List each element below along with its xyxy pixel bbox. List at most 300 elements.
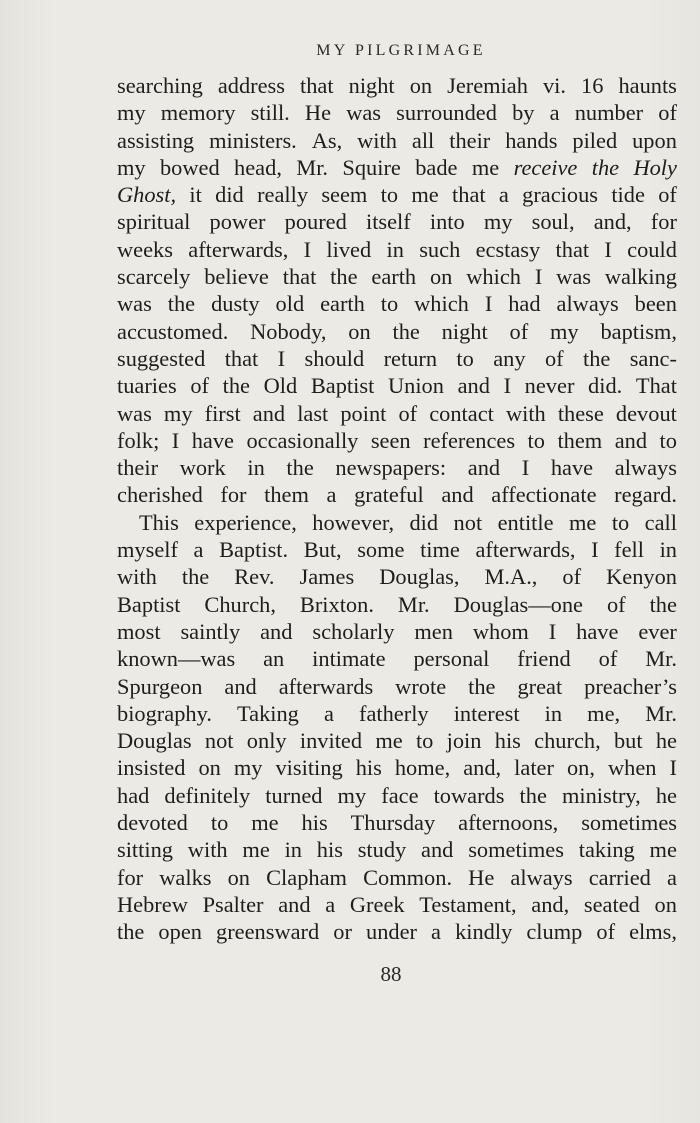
word: in <box>544 700 563 726</box>
word: believe <box>204 264 269 290</box>
word: always <box>510 864 573 890</box>
word: church, <box>534 728 601 754</box>
word: a <box>549 100 560 126</box>
word: searching <box>117 73 203 98</box>
word: But, <box>303 537 342 563</box>
word: Baptist <box>310 373 375 399</box>
text-line <box>117 509 677 536</box>
word: the <box>117 919 145 945</box>
word: upon <box>632 127 677 153</box>
word: afterwards <box>278 673 374 699</box>
text-line <box>117 727 677 754</box>
word: biography. <box>117 700 212 726</box>
word: which <box>414 291 469 317</box>
word: on <box>654 891 677 917</box>
word: of <box>598 646 618 672</box>
word: fell <box>614 537 644 563</box>
word: entitle <box>497 509 554 535</box>
word: on <box>429 264 453 290</box>
word: I <box>591 537 599 563</box>
word: my <box>337 782 367 808</box>
word: work <box>179 455 226 481</box>
text-line <box>117 454 677 481</box>
word: Mr. <box>645 646 677 672</box>
word: was <box>117 291 152 317</box>
word: home, <box>394 755 451 781</box>
word: their <box>449 127 491 153</box>
word: for <box>220 482 247 508</box>
word: Douglas—one <box>453 591 583 617</box>
word: me <box>251 810 279 836</box>
word: me <box>242 837 270 863</box>
word: in <box>659 537 677 563</box>
word: he <box>655 782 677 808</box>
word: devoted <box>117 810 188 836</box>
word: the <box>649 591 677 617</box>
text-line <box>117 481 677 508</box>
word: accustomed. <box>117 318 229 344</box>
word: great <box>517 673 563 699</box>
text-line <box>117 591 677 618</box>
text-line <box>117 72 677 99</box>
word: to <box>415 728 434 754</box>
word: Rev. <box>234 564 275 590</box>
word: Nobody, <box>250 318 327 344</box>
word: my <box>117 100 146 126</box>
word: He <box>468 864 495 890</box>
word: a <box>325 891 336 917</box>
word: Kenyon <box>606 564 677 590</box>
word: his <box>316 837 343 863</box>
text-line <box>117 181 677 208</box>
word: such <box>419 236 461 262</box>
text-line <box>117 154 677 181</box>
word: a <box>193 537 204 563</box>
word: really <box>257 182 309 208</box>
word: visiting <box>275 755 343 781</box>
word: sometimes <box>581 810 677 836</box>
text-line <box>117 400 677 427</box>
word: afternoons, <box>458 810 559 836</box>
word: with <box>505 400 546 426</box>
word: I <box>484 291 493 317</box>
word: Psalter <box>202 891 264 917</box>
word: suggested <box>117 345 206 371</box>
word: should <box>304 345 365 371</box>
text-line <box>117 891 677 918</box>
text-line <box>117 236 677 263</box>
text-line <box>117 836 677 863</box>
word: Old <box>263 373 298 399</box>
word: have <box>550 455 594 481</box>
word: interest <box>453 700 520 726</box>
text-line <box>117 208 677 235</box>
word: Thursday <box>350 810 436 836</box>
word: assisting <box>117 127 195 153</box>
word: by <box>512 100 535 126</box>
word: and <box>614 427 648 453</box>
word: my <box>163 400 193 426</box>
text-line <box>117 700 677 727</box>
word: my <box>550 318 579 344</box>
word: weeks <box>117 236 173 262</box>
word: was <box>117 400 152 426</box>
word: open <box>158 919 202 945</box>
word: on <box>227 864 250 890</box>
word: to <box>659 427 677 453</box>
word: afterwards, <box>475 537 576 563</box>
word: of <box>190 373 209 399</box>
word: carried <box>588 864 651 890</box>
word: Mr. <box>296 154 329 180</box>
word: greensward <box>216 919 320 945</box>
word: and <box>260 618 293 644</box>
word: to <box>527 427 545 453</box>
word: hands <box>505 127 558 153</box>
word: of <box>509 318 529 344</box>
word: have <box>191 427 234 453</box>
word: experience, <box>194 509 297 535</box>
word: of <box>596 919 616 945</box>
word: newspapers: <box>335 455 447 481</box>
word: but <box>613 728 643 754</box>
word: I <box>604 236 612 262</box>
page-number: 88 <box>380 962 402 986</box>
word: have <box>576 618 619 644</box>
word: to <box>611 509 630 535</box>
word: Douglas <box>117 728 192 754</box>
text-line <box>117 290 677 317</box>
word: I <box>669 755 677 781</box>
word: them <box>557 427 603 453</box>
word: that <box>452 182 486 208</box>
word: Jeremiah <box>447 73 528 98</box>
word: Hebrew <box>117 891 188 917</box>
word: scholarly <box>312 618 395 644</box>
word: itself <box>365 209 411 235</box>
word: I <box>503 373 512 399</box>
word: to <box>380 182 399 208</box>
word: gracious <box>522 182 599 208</box>
word: memory <box>160 100 236 126</box>
text-line <box>117 864 677 891</box>
word: I <box>534 264 543 290</box>
word: the <box>330 264 358 290</box>
word: and <box>278 891 311 917</box>
text-line <box>117 918 677 945</box>
word: was <box>556 264 591 290</box>
text-line <box>117 345 677 372</box>
word: call <box>644 509 677 535</box>
word: earth <box>371 264 417 290</box>
word: me <box>649 837 677 863</box>
word: had <box>117 782 150 808</box>
word: of <box>562 564 582 590</box>
word: return <box>383 345 438 371</box>
word: all <box>411 127 435 153</box>
word: my <box>117 154 146 180</box>
word: sometimes <box>468 837 564 863</box>
word: regard. <box>614 482 677 508</box>
word: the <box>582 345 611 371</box>
text-line <box>117 754 677 781</box>
word: me <box>411 182 439 208</box>
word: a <box>498 182 509 208</box>
word: me <box>471 154 500 180</box>
text-line <box>117 645 677 672</box>
word: surrounded <box>396 100 497 126</box>
word: into <box>429 209 465 235</box>
word: for <box>650 209 677 235</box>
word: vi. <box>542 73 566 98</box>
word: ministry, <box>561 782 641 808</box>
word: to <box>210 810 229 836</box>
word: and <box>252 400 286 426</box>
word: baptism, <box>600 318 677 344</box>
word: last <box>297 400 329 426</box>
word: seen <box>370 427 411 453</box>
word: Douglas, <box>379 564 460 590</box>
word: his <box>301 810 328 836</box>
text-line <box>117 318 677 345</box>
word: I <box>521 455 530 481</box>
word: my <box>483 209 513 235</box>
word: the <box>392 318 420 344</box>
text-line <box>117 99 677 126</box>
word: night <box>348 73 395 98</box>
word: had <box>508 291 541 317</box>
word: invited <box>299 728 363 754</box>
word: I <box>548 618 557 644</box>
word: folk; <box>117 427 160 453</box>
word: haunts <box>618 73 677 98</box>
word: bade <box>415 154 458 180</box>
word: preacher’s <box>584 673 677 699</box>
word: which <box>466 264 521 290</box>
word: sanc- <box>629 345 677 371</box>
word: Taking <box>237 700 299 726</box>
word: time <box>420 537 460 563</box>
word: ecstasy <box>475 236 541 262</box>
word: the <box>222 373 250 399</box>
word: This <box>139 509 179 535</box>
word: fatherly <box>358 700 429 726</box>
word: the <box>519 782 547 808</box>
word: when <box>607 755 657 781</box>
word: my <box>233 755 263 781</box>
word: seated <box>583 891 640 917</box>
text-line <box>117 372 677 399</box>
word: in <box>386 236 404 262</box>
text-line <box>117 563 677 590</box>
word: I <box>303 236 312 262</box>
word: that <box>282 264 317 290</box>
word: and, <box>531 891 570 917</box>
word: Spurgeon <box>117 673 203 699</box>
word: walks <box>159 864 212 890</box>
word: kindly <box>455 919 513 945</box>
word: scarcely <box>117 264 191 290</box>
word: head, <box>234 154 282 180</box>
word: of <box>658 182 677 208</box>
word: I <box>277 345 286 371</box>
word: some <box>357 537 405 563</box>
word: an <box>263 646 285 672</box>
word: As, <box>311 127 343 153</box>
word: tuaries <box>117 373 177 399</box>
word: friend <box>517 646 571 672</box>
word: or <box>333 919 352 945</box>
italic-word: Ghost, <box>117 182 177 208</box>
word: point <box>340 400 387 426</box>
word: of <box>398 400 418 426</box>
word: join <box>446 728 482 754</box>
word: that <box>300 73 334 98</box>
word: night <box>441 318 488 344</box>
word: still. <box>250 100 290 126</box>
word: the <box>468 673 496 699</box>
text-line <box>117 427 677 454</box>
word: turned <box>265 782 323 808</box>
word: Baptist <box>117 591 181 617</box>
text-line <box>117 536 677 563</box>
word: later <box>514 755 554 781</box>
word: dusty <box>211 291 260 317</box>
word: intimate <box>312 646 386 672</box>
word: never <box>524 373 575 399</box>
word: them <box>264 482 309 508</box>
word: the <box>286 455 314 481</box>
word: Mr. <box>397 591 430 617</box>
word: face <box>381 782 419 808</box>
word: 16 <box>581 73 604 98</box>
word: it <box>189 182 202 208</box>
text-line <box>117 782 677 809</box>
word: Greek <box>349 891 405 917</box>
word: and <box>224 673 257 699</box>
word: he <box>655 728 677 754</box>
word: most <box>117 618 161 644</box>
word: definitely <box>164 782 251 808</box>
word: afterwards, <box>188 236 289 262</box>
word: I <box>171 427 180 453</box>
word: M.A., <box>484 564 538 590</box>
text-line <box>117 127 677 154</box>
word: myself <box>117 537 178 563</box>
running-head: MY PILGRIMAGE <box>316 42 486 59</box>
word: that <box>224 345 259 371</box>
word: did <box>215 182 244 208</box>
word: was <box>346 100 382 126</box>
word: me, <box>587 700 621 726</box>
word: only <box>246 728 287 754</box>
word: study <box>357 837 407 863</box>
word: on <box>198 755 221 781</box>
body-text <box>117 72 677 946</box>
word: a <box>326 482 337 508</box>
word: sitting <box>117 837 173 863</box>
word: not <box>204 728 234 754</box>
word: however, <box>312 509 395 535</box>
word: a <box>667 864 677 890</box>
word: occasionally <box>246 427 359 453</box>
word: of <box>544 345 564 371</box>
word: walking <box>604 264 677 290</box>
word: any <box>493 345 526 371</box>
word: Mr. <box>645 700 677 726</box>
word: wrote <box>395 673 447 699</box>
word: me <box>375 728 403 754</box>
word: first <box>204 400 241 426</box>
word: personal <box>413 646 490 672</box>
word: me <box>569 509 597 535</box>
word: and <box>441 482 474 508</box>
word: these <box>557 400 604 426</box>
word: ever <box>638 618 677 644</box>
word: did <box>409 509 439 535</box>
word: piled <box>572 127 618 153</box>
word: old <box>275 291 305 317</box>
word: poured <box>284 209 347 235</box>
word: tide <box>611 182 645 208</box>
word: James <box>299 564 355 590</box>
word: Union <box>387 373 444 399</box>
word: clump <box>526 919 583 945</box>
word: the <box>167 291 196 317</box>
word: saintly <box>180 618 241 644</box>
word: and, <box>463 755 502 781</box>
word: Brixton. <box>299 591 374 617</box>
text-line <box>117 263 677 290</box>
word: ministers. <box>209 127 297 153</box>
word: his <box>355 755 382 781</box>
word: taking <box>578 837 635 863</box>
word: contact <box>429 400 494 426</box>
word: known—was <box>117 646 236 672</box>
word: and <box>421 837 454 863</box>
word: a <box>431 919 441 945</box>
word: lived <box>326 236 372 262</box>
word: under <box>366 919 417 945</box>
word: soul, <box>531 209 575 235</box>
word: that <box>555 236 590 262</box>
word: grateful <box>354 482 424 508</box>
word: in <box>284 837 302 863</box>
text-line <box>117 673 677 700</box>
word: Church, <box>204 591 276 617</box>
word: Clapham <box>266 864 347 890</box>
word: did. <box>588 373 623 399</box>
word: Common. <box>363 864 453 890</box>
word: and, <box>593 209 632 235</box>
word: Baptist. <box>219 537 289 563</box>
italic-word: receive <box>513 154 578 180</box>
text-line <box>117 618 677 645</box>
word: Squire <box>342 154 401 180</box>
word: the <box>181 564 210 590</box>
word: with <box>357 127 397 153</box>
word: always <box>556 291 619 317</box>
word: number <box>574 100 644 126</box>
italic-word: the <box>591 154 620 180</box>
word: earth <box>320 291 365 317</box>
word: affectionate <box>491 482 597 508</box>
word: on <box>348 318 371 344</box>
word: That <box>635 373 677 399</box>
word: for <box>117 864 144 890</box>
word: to <box>380 291 399 317</box>
word: references <box>423 427 516 453</box>
